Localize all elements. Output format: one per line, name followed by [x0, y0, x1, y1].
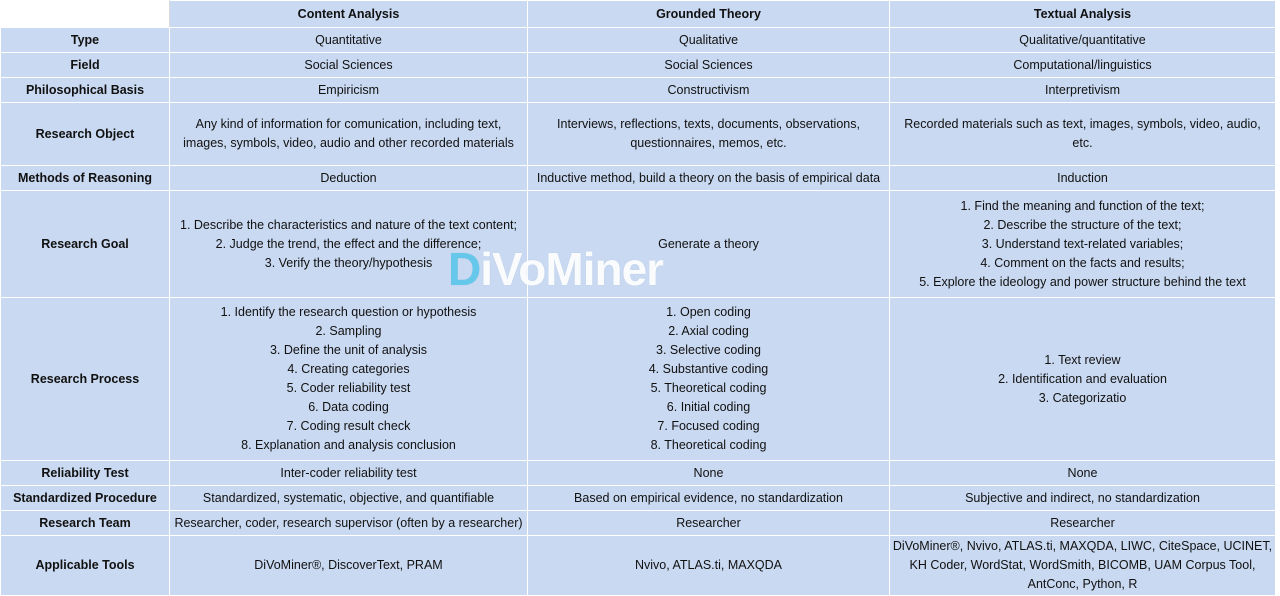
row-header: Field — [1, 53, 170, 78]
cell-text-line: 8. Explanation and analysis conclusion — [241, 438, 456, 452]
table-cell — [528, 78, 890, 103]
table-cell — [170, 298, 528, 461]
table-cell — [890, 536, 1276, 596]
table-cell — [890, 191, 1276, 298]
table-row-type — [1, 28, 1280, 53]
cell-text-line: Social Sciences — [664, 57, 753, 72]
cell-text-line: 1. Describe the characteristics and nature of the text content; — [180, 217, 517, 232]
cell-text-line: 8. Theoretical coding — [650, 438, 767, 452]
cell-text-line: Inductive method, build a theory on the basis of empirical data — [536, 170, 881, 185]
table-cell — [528, 191, 890, 298]
table-cell — [170, 28, 528, 53]
cell-text-line: 4. Creating categories — [287, 362, 410, 376]
cell-text-line: Deduction — [320, 170, 377, 185]
table-cell — [170, 103, 528, 166]
table-cell — [528, 53, 890, 78]
cell-text-line: 7. Coding result check — [286, 419, 411, 433]
table-row-philosophical-basis — [1, 78, 1280, 103]
cell-text-line: DiVoMiner®, DiscoverText, PRAM — [254, 558, 443, 572]
cell-text-line: 2. Axial coding — [668, 324, 749, 338]
table-row-field — [1, 53, 1280, 78]
cell-text-line: Researcher, coder, research supervisor (often by a researcher) — [174, 515, 523, 530]
cell-text-line: 1. Find the meaning and function of the text; — [960, 198, 1205, 213]
cell-text-line: 5. Theoretical coding — [650, 381, 767, 395]
cell-text-line: 1. Identify the research question or hypothesis — [220, 305, 477, 319]
right-edge-spacer — [1276, 191, 1280, 298]
table-cell — [890, 298, 1276, 461]
right-edge-spacer — [1276, 28, 1280, 53]
cell-text-line: 3. Define the unit of analysis — [269, 343, 428, 357]
cell-text-line: Generate a theory — [658, 236, 759, 251]
table-cell — [170, 486, 528, 511]
cell-text-line: Subjective and indirect, no standardization — [965, 490, 1200, 505]
table-cell — [170, 511, 528, 536]
cell-text-line: Induction — [1057, 170, 1108, 185]
cell-text-line: 2. Judge the trend, the effect and the difference; — [215, 236, 482, 251]
table-cell — [170, 191, 528, 298]
row-header: Methods of Reasoning — [1, 166, 170, 191]
cell-text-line: Recorded materials such as text, images, symbols, video, audio, — [904, 117, 1261, 131]
column-header-content-analysis: Content Analysis — [170, 1, 528, 28]
table-row-methods-of-reasoning — [1, 166, 1280, 191]
table-row-research-team — [1, 511, 1280, 536]
table-row-research-goal — [1, 191, 1280, 298]
cell-text-line: 2. Sampling — [315, 324, 382, 338]
table-cell — [170, 536, 528, 596]
row-header: Applicable Tools — [1, 536, 170, 596]
right-edge-spacer — [1276, 536, 1280, 596]
watermark-initial: D — [448, 243, 481, 295]
cell-text-line: etc. — [1072, 136, 1093, 150]
table-row-research-process — [1, 298, 1280, 461]
table-cell — [890, 461, 1276, 486]
table-cell — [890, 166, 1276, 191]
right-edge-spacer — [1276, 166, 1280, 191]
table-cell — [528, 536, 890, 596]
cell-text-line: Any kind of information for comunication, including text, — [195, 117, 502, 131]
cell-text-line: 3. Selective coding — [656, 343, 761, 357]
cell-text-line: Based on empirical evidence, no standardization — [574, 490, 843, 505]
table-cell — [528, 28, 890, 53]
cell-text-line: KH Coder, WordStat, WordSmith, BICOMB, UAM Corpus Tool, — [909, 558, 1256, 572]
cell-text-line: 3. Verify the theory/hypothesis — [264, 255, 433, 270]
right-edge-spacer — [1276, 486, 1280, 511]
cell-text-line: 5. Explore the ideology and power structure behind the text — [919, 274, 1246, 289]
cell-text-line: Nvivo, ATLAS.ti, MAXQDA — [634, 558, 783, 572]
cell-text-line: Constructivism — [667, 82, 750, 97]
table-cell — [890, 103, 1276, 166]
cell-text-line: 5. Coder reliability test — [286, 381, 411, 395]
cell-text-line: 4. Substantive coding — [648, 362, 769, 376]
corner-cell — [1, 1, 170, 28]
row-header: Reliability Test — [1, 461, 170, 486]
cell-text-line: 4. Comment on the facts and results; — [980, 255, 1185, 270]
table-cell — [528, 298, 890, 461]
cell-text-line: None — [693, 465, 724, 480]
cell-text-line: Inter-coder reliability test — [280, 465, 417, 480]
watermark-rest: iVoMiner — [480, 243, 664, 295]
cell-text-line: 3. Understand text-related variables; — [981, 236, 1184, 251]
cell-text-line: 1. Text review — [1044, 352, 1121, 367]
cell-text-line: AntConc, Python, R — [1027, 577, 1138, 591]
table-cell — [890, 486, 1276, 511]
cell-text-line: Computational/linguistics — [1013, 57, 1152, 72]
right-edge-spacer — [1276, 461, 1280, 486]
cell-text-line: None — [1067, 465, 1098, 480]
row-header: Standardized Procedure — [1, 486, 170, 511]
cell-text-line: Interpretivism — [1044, 82, 1121, 97]
table-cell — [528, 166, 890, 191]
cell-text-line: Qualitative/quantitative — [1019, 32, 1146, 47]
row-header: Research Goal — [1, 191, 170, 298]
cell-text-line: 6. Initial coding — [666, 400, 751, 414]
table-cell — [890, 28, 1276, 53]
row-header: Research Object — [1, 103, 170, 166]
right-edge-spacer — [1276, 53, 1280, 78]
cell-text-line: 7. Focused coding — [657, 419, 760, 433]
table-cell — [170, 78, 528, 103]
cell-text-line: Empiricism — [317, 82, 380, 97]
row-header: Research Process — [1, 298, 170, 461]
cell-text-line: Qualitative — [678, 32, 739, 47]
cell-text-line: Interviews, reflections, texts, documents, observations, — [557, 117, 860, 131]
table-cell — [528, 461, 890, 486]
table-cell — [890, 78, 1276, 103]
right-edge-spacer — [1276, 78, 1280, 103]
table-cell — [890, 511, 1276, 536]
cell-text-line: DiVoMiner®, Nvivo, ATLAS.ti, MAXQDA, LIWC, CiteSpace, UCINET, — [892, 539, 1273, 553]
cell-text-line: Social Sciences — [304, 57, 393, 72]
cell-text-line: 2. Describe the structure of the text; — [983, 217, 1182, 232]
header-row — [1, 1, 1280, 28]
right-edge-spacer — [1276, 103, 1280, 166]
right-edge-spacer — [1276, 1, 1280, 28]
table-row-standardized-procedure — [1, 486, 1280, 511]
row-header: Type — [1, 28, 170, 53]
cell-text-line: Quantitative — [315, 32, 382, 47]
row-header: Research Team — [1, 511, 170, 536]
table-cell — [170, 53, 528, 78]
table-row-research-object — [1, 103, 1280, 166]
right-edge-spacer — [1276, 298, 1280, 461]
cell-text-line: 6. Data coding — [308, 400, 389, 414]
table-cell — [528, 103, 890, 166]
cell-text-line: 2. Identification and evaluation — [998, 371, 1167, 386]
table-cell — [170, 461, 528, 486]
cell-text-line: Researcher — [676, 515, 741, 530]
cell-text-line: Standardized, systematic, objective, and quantifiable — [202, 490, 495, 505]
table-row-applicable-tools — [1, 536, 1280, 596]
column-header-grounded-theory: Grounded Theory — [528, 1, 890, 28]
cell-text-line: images, symbols, video, audio and other recorded materials — [183, 136, 514, 150]
table-cell — [528, 511, 890, 536]
column-header-textual-analysis: Textual Analysis — [890, 1, 1276, 28]
right-edge-spacer — [1276, 511, 1280, 536]
cell-text-line: 3. Categorizatio — [1038, 390, 1127, 405]
cell-text-line: 1. Open coding — [666, 305, 751, 319]
row-header: Philosophical Basis — [1, 78, 170, 103]
table-cell — [170, 166, 528, 191]
table-row-reliability-test — [1, 461, 1280, 486]
cell-text-line: Researcher — [1050, 515, 1115, 530]
cell-text-line: questionnaires, memos, etc. — [630, 136, 787, 150]
table-cell — [528, 486, 890, 511]
table-cell — [890, 53, 1276, 78]
